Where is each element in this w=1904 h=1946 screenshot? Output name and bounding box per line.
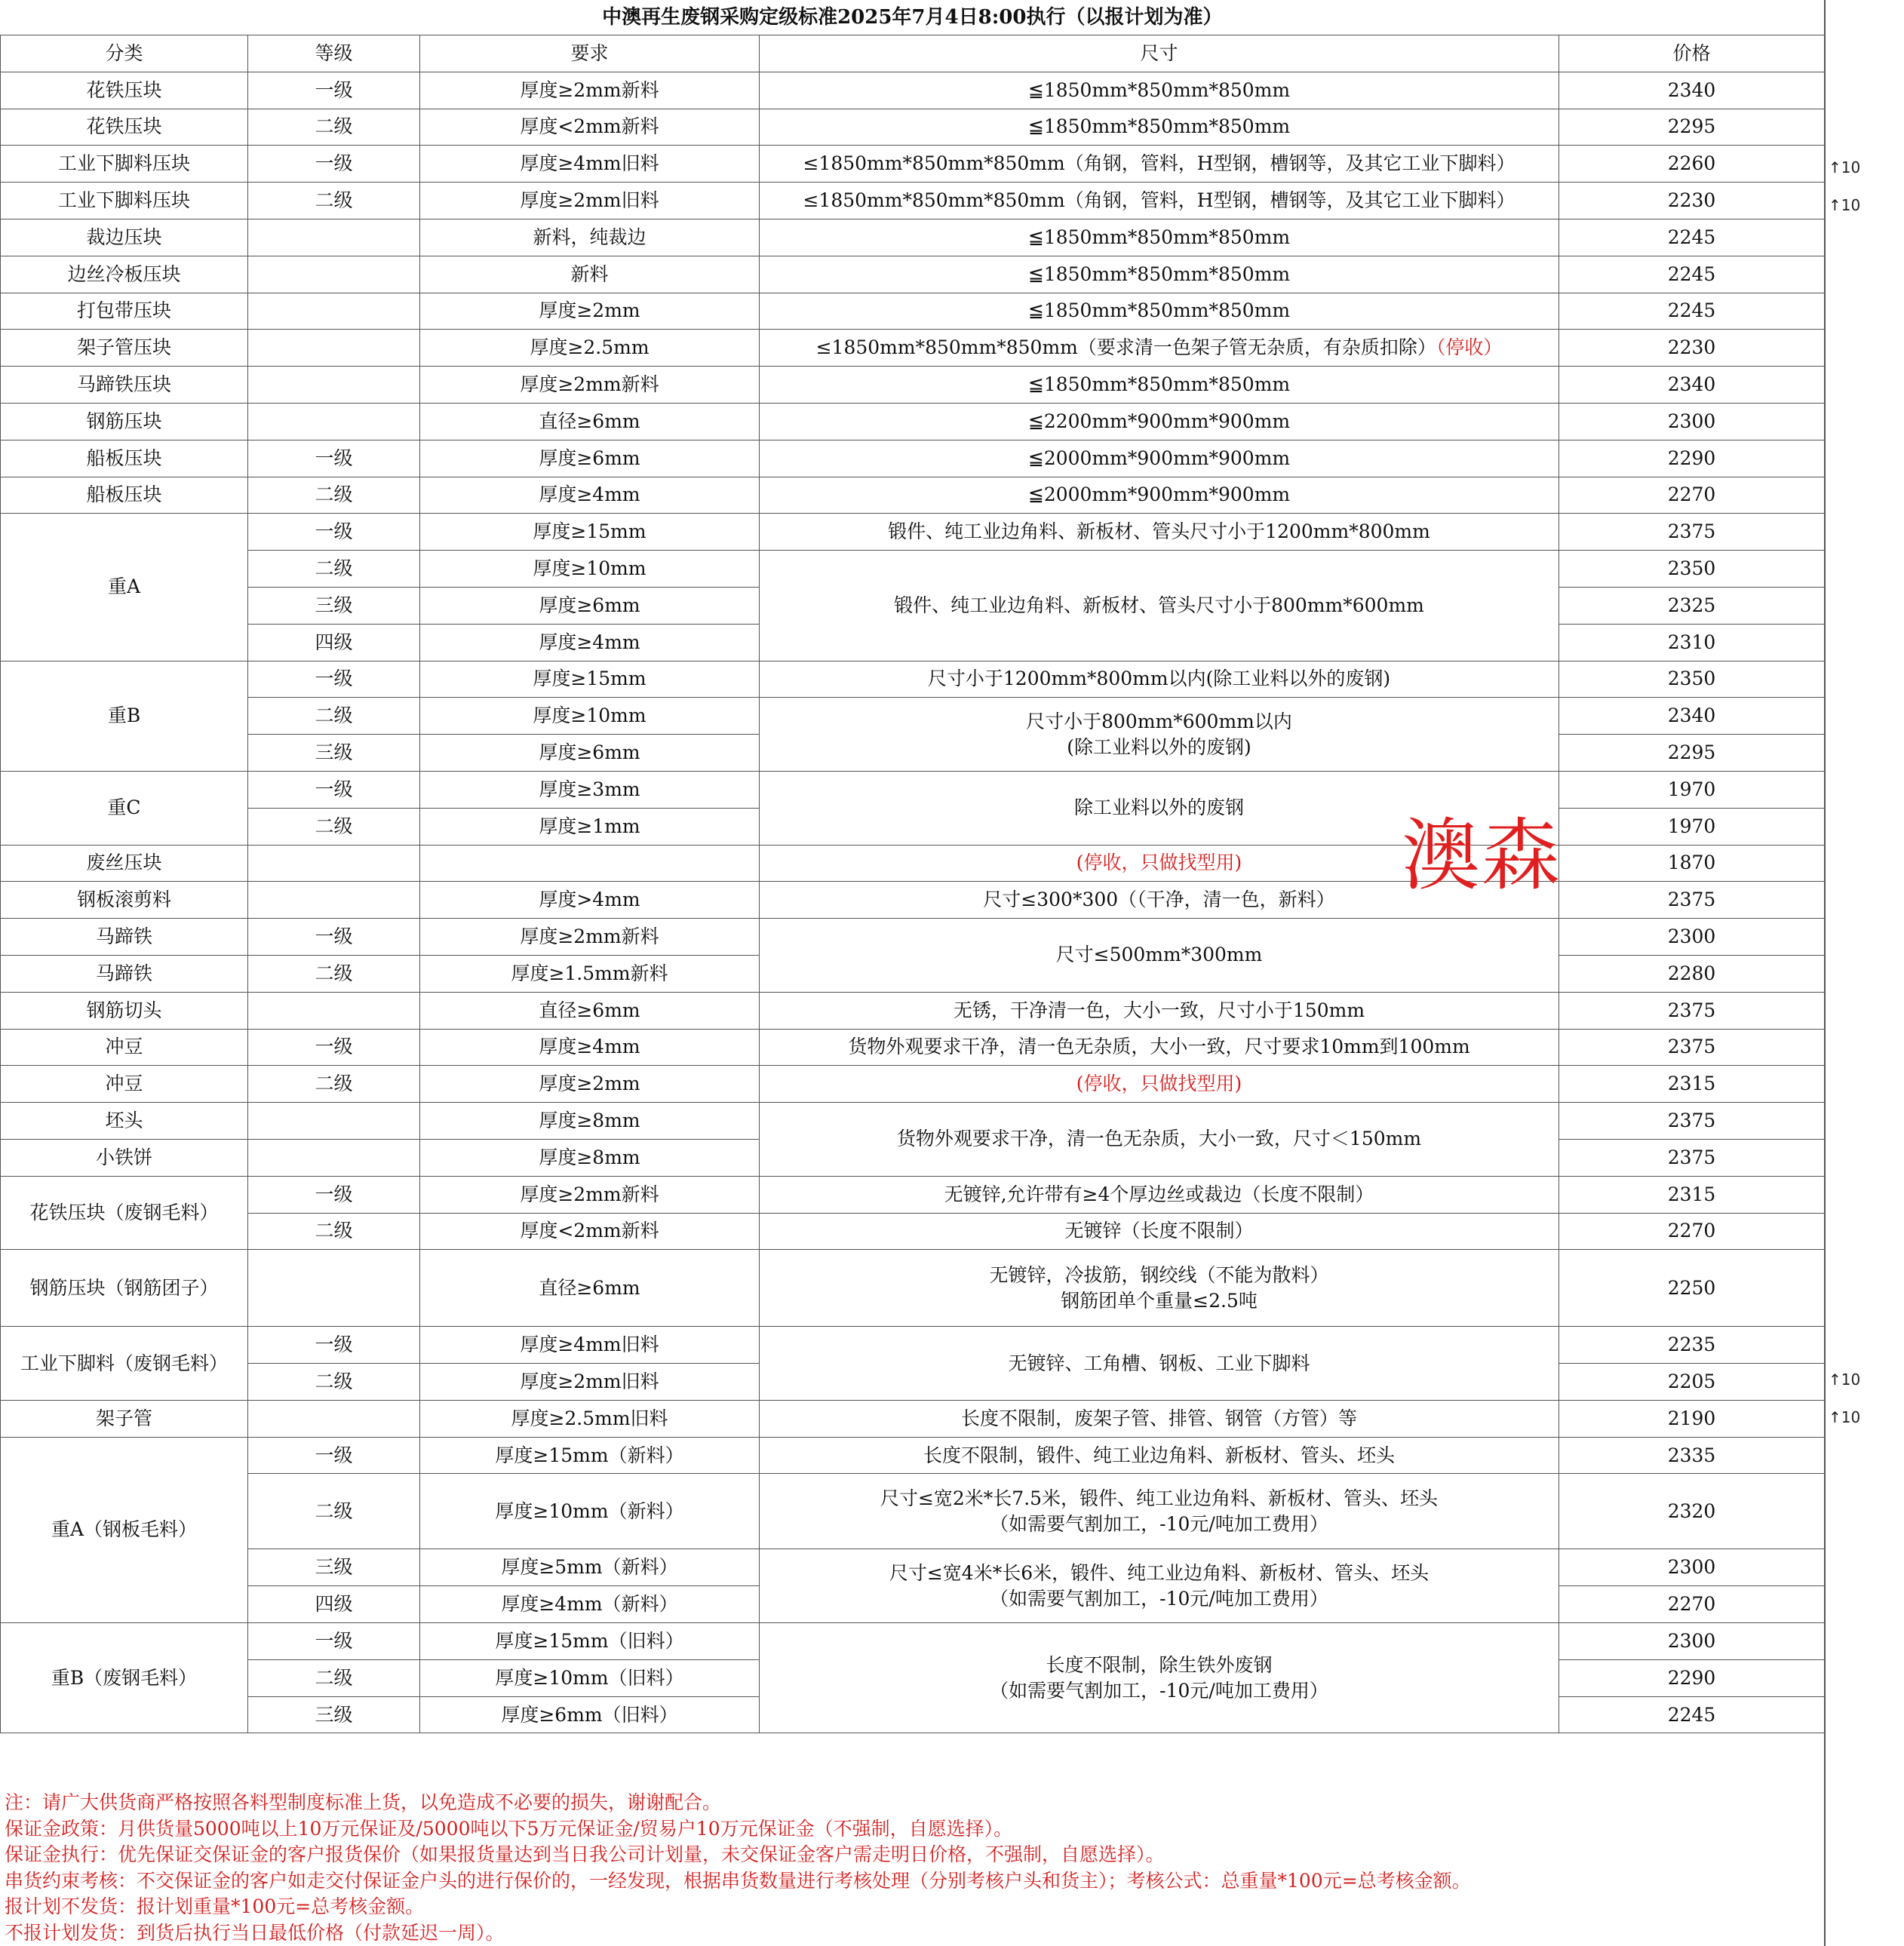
cell-price: 2300: [1559, 1549, 1825, 1586]
cell-category: 架子管压块: [1, 330, 248, 367]
cell-size: ≤1850mm*850mm*850mm（角钢，管料，H型钢，槽钢等，及其它工业下脚料）: [760, 183, 1559, 219]
cell-price: 2205: [1559, 1364, 1825, 1401]
cell-category: 重C: [1, 771, 248, 845]
cell-price: 2190: [1559, 1400, 1825, 1437]
price-change-marker: ↑10: [1829, 196, 1861, 214]
cell-price: 1970: [1559, 771, 1825, 808]
cell-requirement: 厚度<2mm新料: [420, 1213, 760, 1250]
cell-requirement: 厚度≥2mm新料: [420, 367, 760, 404]
cell-size: ≦2000mm*900mm*900mm: [760, 477, 1559, 514]
cell-grade: 三级: [248, 1696, 420, 1733]
cell-price: 2270: [1559, 477, 1825, 514]
cell-requirement: 厚度≥15mm: [420, 661, 760, 698]
header-grade: 等级: [248, 35, 420, 72]
table-row: [1, 183, 1825, 219]
table-row: [1, 367, 1825, 404]
cell-size: (停收，只做找型用): [760, 845, 1559, 882]
cell-requirement: 厚度≥8mm: [420, 1103, 760, 1140]
cell-price: 2350: [1559, 551, 1825, 588]
cell-size: ≦1850mm*850mm*850mm: [760, 219, 1559, 256]
cell-grade: 三级: [248, 587, 420, 624]
cell-category: 船板压块: [1, 477, 248, 514]
cell-grade: 二级: [248, 1474, 420, 1549]
table-row: [1, 661, 1825, 698]
cell-size: ≦1850mm*850mm*850mm: [760, 109, 1559, 146]
cell-category: 花铁压块: [1, 109, 248, 146]
cell-category: 工业下脚料压块: [1, 146, 248, 183]
cell-grade: [248, 403, 420, 440]
cell-grade: 三级: [248, 735, 420, 772]
cell-grade: 一级: [248, 72, 420, 109]
cell-requirement: 新料，纯裁边: [420, 219, 760, 256]
cell-size: 锻件、纯工业边角料、新板材、管头尺寸小于800mm*600mm: [760, 551, 1559, 661]
table-row: [1, 72, 1825, 109]
table-row: [1, 1213, 1825, 1250]
cell-requirement: 厚度<2mm新料: [420, 109, 760, 146]
header-price: 价格: [1559, 35, 1825, 72]
cell-price: 2340: [1559, 698, 1825, 735]
cell-size: ≦1850mm*850mm*850mm: [760, 256, 1559, 293]
note-line: 保证金政策：月供货量5000吨以上10万元保证及/5000吨以下5万元保证金/贸易户10万元保证金（不强制，自愿选择）。: [5, 1817, 1013, 1840]
table-row: [1, 1029, 1825, 1066]
cell-grade: [248, 1139, 420, 1176]
cell-price: 2245: [1559, 256, 1825, 293]
cell-category: 边丝冷板压块: [1, 256, 248, 293]
cell-grade: 二级: [248, 698, 420, 735]
cell-grade: 二级: [248, 109, 420, 146]
cell-price: 2340: [1559, 72, 1825, 109]
size-line: 尺寸≤宽4米*长6米，锻件、纯工业边角料、新板材、管头、坯头: [889, 1561, 1430, 1584]
cell-price: 2260: [1559, 146, 1825, 183]
cell-grade: 四级: [248, 1586, 420, 1623]
cell-grade: [248, 1103, 420, 1140]
cell-requirement: 厚度≥6mm: [420, 440, 760, 477]
table-row: [1, 219, 1825, 256]
cell-grade: [248, 219, 420, 256]
cell-grade: [248, 330, 420, 367]
cell-grade: 二级: [248, 1066, 420, 1103]
cell-size: 无镀锌、工角槽、钢板、工业下脚料: [760, 1327, 1559, 1401]
cell-price: 2300: [1559, 1623, 1825, 1660]
cell-price: 1870: [1559, 845, 1825, 882]
cell-grade: 二级: [248, 183, 420, 219]
cell-size: [760, 1474, 1559, 1549]
table-row: [1, 514, 1825, 551]
cell-requirement: 厚度≥3mm: [420, 771, 760, 808]
table-row: [1, 440, 1825, 477]
cell-size: [760, 1549, 1559, 1623]
cell-grade: 一级: [248, 1623, 420, 1660]
cell-size: 无锈，干净清一色，大小一致，尺寸小于150mm: [760, 992, 1559, 1029]
cell-price: 2295: [1559, 109, 1825, 146]
cell-size: [760, 698, 1559, 772]
cell-size: 货物外观要求干净，清一色无杂质，大小一致，尺寸＜150mm: [760, 1103, 1559, 1177]
cell-grade: 一级: [248, 919, 420, 956]
table-row: [1, 1549, 1825, 1586]
table-row: [1, 698, 1825, 735]
cell-category: 工业下脚料（废钢毛料）: [1, 1327, 248, 1401]
table-row: [1, 256, 1825, 293]
cell-price: 2315: [1559, 1176, 1825, 1213]
cell-requirement: 厚度≥6mm: [420, 735, 760, 772]
cell-grade: 三级: [248, 1549, 420, 1586]
cell-grade: 一级: [248, 440, 420, 477]
cell-requirement: 厚度≥10mm: [420, 551, 760, 588]
cell-category: 船板压块: [1, 440, 248, 477]
cell-price: 2340: [1559, 367, 1825, 404]
cell-size: 尺寸≤300*300（（干净，清一色，新料）: [760, 882, 1559, 919]
cell-price: 2310: [1559, 624, 1825, 661]
cell-category: 工业下脚料压块: [1, 183, 248, 219]
cell-requirement: 厚度≥1mm: [420, 808, 760, 845]
cell-requirement: 直径≥6mm: [420, 992, 760, 1029]
cell-category: 重B: [1, 661, 248, 771]
notes-section: [5, 1790, 1898, 1946]
cell-grade: 一级: [248, 771, 420, 808]
cell-requirement: 厚度≥10mm（旧料）: [420, 1659, 760, 1696]
cell-grade: [248, 845, 420, 882]
table-row: [1, 551, 1825, 588]
cell-price: 2300: [1559, 403, 1825, 440]
cell-grade: [248, 367, 420, 404]
cell-size: ≦2200mm*900mm*900mm: [760, 403, 1559, 440]
cell-requirement: 厚度≥1.5mm新料: [420, 955, 760, 992]
header-requirement: 要求: [420, 35, 760, 72]
cell-price: 2375: [1559, 514, 1825, 551]
cell-requirement: 厚度≥2.5mm: [420, 330, 760, 367]
cell-category: 马蹄铁压块: [1, 367, 248, 404]
cell-category: 冲豆: [1, 1029, 248, 1066]
cell-requirement: 厚度≥4mm: [420, 477, 760, 514]
note-line: 报计划不发货：报计划重量*100元=总考核金额。: [5, 1895, 425, 1917]
cell-price: 2375: [1559, 1103, 1825, 1140]
cell-size: ≦1850mm*850mm*850mm: [760, 293, 1559, 330]
cell-price: 2325: [1559, 587, 1825, 624]
size-line: 无镀锌，冷拔筋，钢绞线（不能为散料）: [989, 1263, 1329, 1286]
cell-grade: 二级: [248, 551, 420, 588]
cell-grade: 四级: [248, 624, 420, 661]
cell-requirement: 厚度≥10mm（新料）: [420, 1474, 760, 1549]
cell-requirement: 厚度≥4mm旧料: [420, 146, 760, 183]
cell-grade: [248, 1400, 420, 1437]
cell-requirement: 厚度≥2mm新料: [420, 919, 760, 956]
cell-size: [760, 1250, 1559, 1327]
cell-price: 2250: [1559, 1250, 1825, 1327]
stopped-label: （停收）: [1436, 336, 1503, 359]
header-category: 分类: [1, 35, 248, 72]
price-change-marker: ↑10: [1829, 1408, 1861, 1426]
cell-requirement: 厚度≥15mm: [420, 514, 760, 551]
cell-category: 重A: [1, 514, 248, 661]
cell-category: 重B（废钢毛料）: [1, 1623, 248, 1733]
size-line: (除工业料以外的废钢): [1067, 735, 1251, 758]
cell-requirement: 厚度≥6mm（旧料）: [420, 1696, 760, 1733]
cell-size: 长度不限制，废架子管、排管、钢管（方管）等: [760, 1400, 1559, 1437]
cell-grade: 二级: [248, 1659, 420, 1696]
cell-category: 坯头: [1, 1103, 248, 1140]
table-row: [1, 1176, 1825, 1213]
cell-grade: 一级: [248, 1176, 420, 1213]
cell-grade: [248, 992, 420, 1029]
size-line: （如需要气割加工，-10元/吨加工费用）: [990, 1587, 1328, 1610]
table-row: [1, 146, 1825, 183]
cell-size: [760, 1623, 1559, 1733]
cell-requirement: 厚度≥8mm: [420, 1139, 760, 1176]
cell-price: 2290: [1559, 1659, 1825, 1696]
cell-category: 花铁压块: [1, 72, 248, 109]
cell-price: 2320: [1559, 1474, 1825, 1549]
cell-requirement: 厚度≥4mm（新料）: [420, 1586, 760, 1623]
cell-requirement: 厚度≥10mm: [420, 698, 760, 735]
cell-size: ≤1850mm*850mm*850mm（角钢，管料，H型钢，槽钢等，及其它工业下脚料）: [760, 146, 1559, 183]
cell-requirement: 厚度≥2mm: [420, 1066, 760, 1103]
note-line: 注：请广大供货商严格按照各料型制度标准上货，以免造成不必要的损失，谢谢配合。: [5, 1791, 722, 1813]
table-row: [1, 992, 1825, 1029]
cell-category: 冲豆: [1, 1066, 248, 1103]
size-line: 尺寸小于800mm*600mm以内: [1026, 710, 1292, 732]
cell-grade: 一级: [248, 514, 420, 551]
cell-size: 货物外观要求干净，清一色无杂质，大小一致，尺寸要求10mm到100mm: [760, 1029, 1559, 1066]
cell-grade: 二级: [248, 1213, 420, 1250]
cell-price: 2270: [1559, 1586, 1825, 1623]
cell-grade: [248, 293, 420, 330]
cell-requirement: 厚度≥6mm: [420, 587, 760, 624]
cell-requirement: 厚度≥2mm新料: [420, 1176, 760, 1213]
table-row: [1, 1103, 1825, 1140]
cell-price: 2315: [1559, 1066, 1825, 1103]
cell-size: 锻件、纯工业边角料、新板材、管头尺寸小于1200mm*800mm: [760, 514, 1559, 551]
header-size: 尺寸: [760, 35, 1559, 72]
price-change-marker: ↑10: [1829, 158, 1861, 176]
cell-requirement: 厚度≥4mm旧料: [420, 1327, 760, 1364]
size-line: 尺寸≤宽2米*长7.5米，锻件、纯工业边角料、新板材、管头、坯头: [880, 1487, 1439, 1509]
company-stamp: 澳森: [1402, 809, 1562, 901]
cell-category: 钢板滚剪料: [1, 882, 248, 919]
cell-size: ≦2000mm*900mm*900mm: [760, 440, 1559, 477]
cell-size: 无镀锌（长度不限制）: [760, 1213, 1559, 1250]
cell-category: 钢筋压块（钢筋团子）: [1, 1250, 248, 1327]
table-row: [1, 919, 1825, 956]
cell-price: 1970: [1559, 808, 1825, 845]
cell-requirement: 直径≥6mm: [420, 403, 760, 440]
cell-category: 钢筋压块: [1, 403, 248, 440]
size-line: （如需要气割加工，-10元/吨加工费用）: [990, 1679, 1328, 1702]
cell-price: 2245: [1559, 1696, 1825, 1733]
cell-price: 2235: [1559, 1327, 1825, 1364]
table-row: [1, 477, 1825, 514]
cell-price: 2230: [1559, 330, 1825, 367]
cell-price: 2245: [1559, 219, 1825, 256]
cell-price: 2375: [1559, 882, 1825, 919]
size-text: ≤1850mm*850mm*850mm（要求清一色架子管无杂质，有杂质扣除）: [815, 336, 1436, 359]
table-row: [1, 1437, 1825, 1474]
cell-grade: 一级: [248, 146, 420, 183]
cell-price: 2375: [1559, 992, 1825, 1029]
table-row: [1, 109, 1825, 146]
cell-grade: 二级: [248, 477, 420, 514]
cell-requirement: 厚度≥2mm旧料: [420, 1364, 760, 1401]
cell-category: 钢筋切头: [1, 992, 248, 1029]
cell-category: 重A（钢板毛料）: [1, 1437, 248, 1622]
cell-requirement: 厚度≥2mm旧料: [420, 183, 760, 219]
cell-requirement: 厚度≥5mm（新料）: [420, 1549, 760, 1586]
cell-grade: 一级: [248, 661, 420, 698]
cell-requirement: 厚度≥4mm: [420, 1029, 760, 1066]
table-row: [1, 1474, 1825, 1549]
cell-requirement: 新料: [420, 256, 760, 293]
cell-grade: [248, 882, 420, 919]
note-line: 不报计划发货：到货后执行当日最低价格（付款延迟一周）。: [5, 1921, 505, 1944]
size-line: 钢筋团单个重量≤2.5吨: [1061, 1289, 1258, 1312]
table-title: 中澳再生废钢采购定级标准2025年7月4日8:00执行（以报计划为准）: [1, 0, 1825, 35]
table-row: [1, 1250, 1825, 1327]
cell-category: 马蹄铁: [1, 955, 248, 992]
cell-size: 除工业料以外的废钢: [760, 771, 1559, 845]
cell-price: 2230: [1559, 183, 1825, 219]
cell-price: 2300: [1559, 919, 1825, 956]
cell-price: 2245: [1559, 293, 1825, 330]
cell-requirement: 厚度≥2mm新料: [420, 72, 760, 109]
cell-price: 2375: [1559, 1029, 1825, 1066]
cell-requirement: 厚度≥15mm（新料）: [420, 1437, 760, 1474]
cell-category: 打包带压块: [1, 293, 248, 330]
cell-requirement: [420, 845, 760, 882]
cell-grade: 一级: [248, 1437, 420, 1474]
note-line: 串货约束考核：不交保证金的客户如走交付保证金户头的进行保价的，一经发现，根据串货数量进行考核处理（分别考核户头和货主）；考核公式：总重量*100元=总考核金额。: [5, 1869, 1471, 1892]
table-row: [1, 403, 1825, 440]
cell-grade: [248, 1250, 420, 1327]
size-line: 长度不限制，除生铁外废钢: [1046, 1653, 1273, 1676]
cell-price: 2350: [1559, 661, 1825, 698]
cell-price: 2375: [1559, 1139, 1825, 1176]
cell-category: 花铁压块（废钢毛料）: [1, 1176, 248, 1250]
cell-grade: 二级: [248, 808, 420, 845]
cell-price: 2280: [1559, 955, 1825, 992]
cell-size: 长度不限制，锻件、纯工业边角料、新板材、管头、坯头: [760, 1437, 1559, 1474]
table-row: [1, 1066, 1825, 1103]
table-row: [1, 1327, 1825, 1364]
cell-requirement: 厚度≥2.5mm旧料: [420, 1400, 760, 1437]
table-row: [1, 1400, 1825, 1437]
cell-size: 无镀锌,允许带有≥4个厚边丝或裁边（长度不限制）: [760, 1176, 1559, 1213]
cell-grade: 一级: [248, 1327, 420, 1364]
cell-price: 2270: [1559, 1213, 1825, 1250]
cell-grade: 一级: [248, 1029, 420, 1066]
cell-size: [760, 330, 1559, 367]
cell-category: 马蹄铁: [1, 919, 248, 956]
cell-size: 尺寸≤500mm*300mm: [760, 919, 1559, 993]
cell-size: 尺寸小于1200mm*800mm以内(除工业料以外的废钢): [760, 661, 1559, 698]
price-change-marker: ↑10: [1829, 1370, 1861, 1389]
cell-size: (停收，只做找型用): [760, 1066, 1559, 1103]
header-row: [1, 35, 1825, 72]
cell-category: 废丝压块: [1, 845, 248, 882]
cell-price: 2295: [1559, 735, 1825, 772]
cell-size: ≦1850mm*850mm*850mm: [760, 72, 1559, 109]
cell-requirement: 厚度≥2mm: [420, 293, 760, 330]
cell-category: 架子管: [1, 1400, 248, 1437]
cell-price: 2335: [1559, 1437, 1825, 1474]
table-row: [1, 1623, 1825, 1660]
cell-requirement: 厚度≥4mm: [420, 624, 760, 661]
cell-requirement: 厚度≥15mm（旧料）: [420, 1623, 760, 1660]
cell-grade: [248, 256, 420, 293]
table-row: [1, 330, 1825, 367]
cell-requirement: 直径≥6mm: [420, 1250, 760, 1327]
cell-grade: 二级: [248, 955, 420, 992]
size-line: （如需要气割加工，-10元/吨加工费用）: [990, 1512, 1328, 1535]
cell-requirement: 厚度>4mm: [420, 882, 760, 919]
table-row: [1, 293, 1825, 330]
cell-price: 2290: [1559, 440, 1825, 477]
cell-grade: 二级: [248, 1364, 420, 1401]
cell-category: 小铁饼: [1, 1139, 248, 1176]
cell-category: 裁边压块: [1, 219, 248, 256]
note-line: 保证金执行：优先保证交保证金的客户报货保价（如果报货量达到当日我公司计划量，未交保证金客户需走明日价格，不强制，自愿选择）。: [5, 1843, 1165, 1865]
cell-size: ≦1850mm*850mm*850mm: [760, 367, 1559, 404]
